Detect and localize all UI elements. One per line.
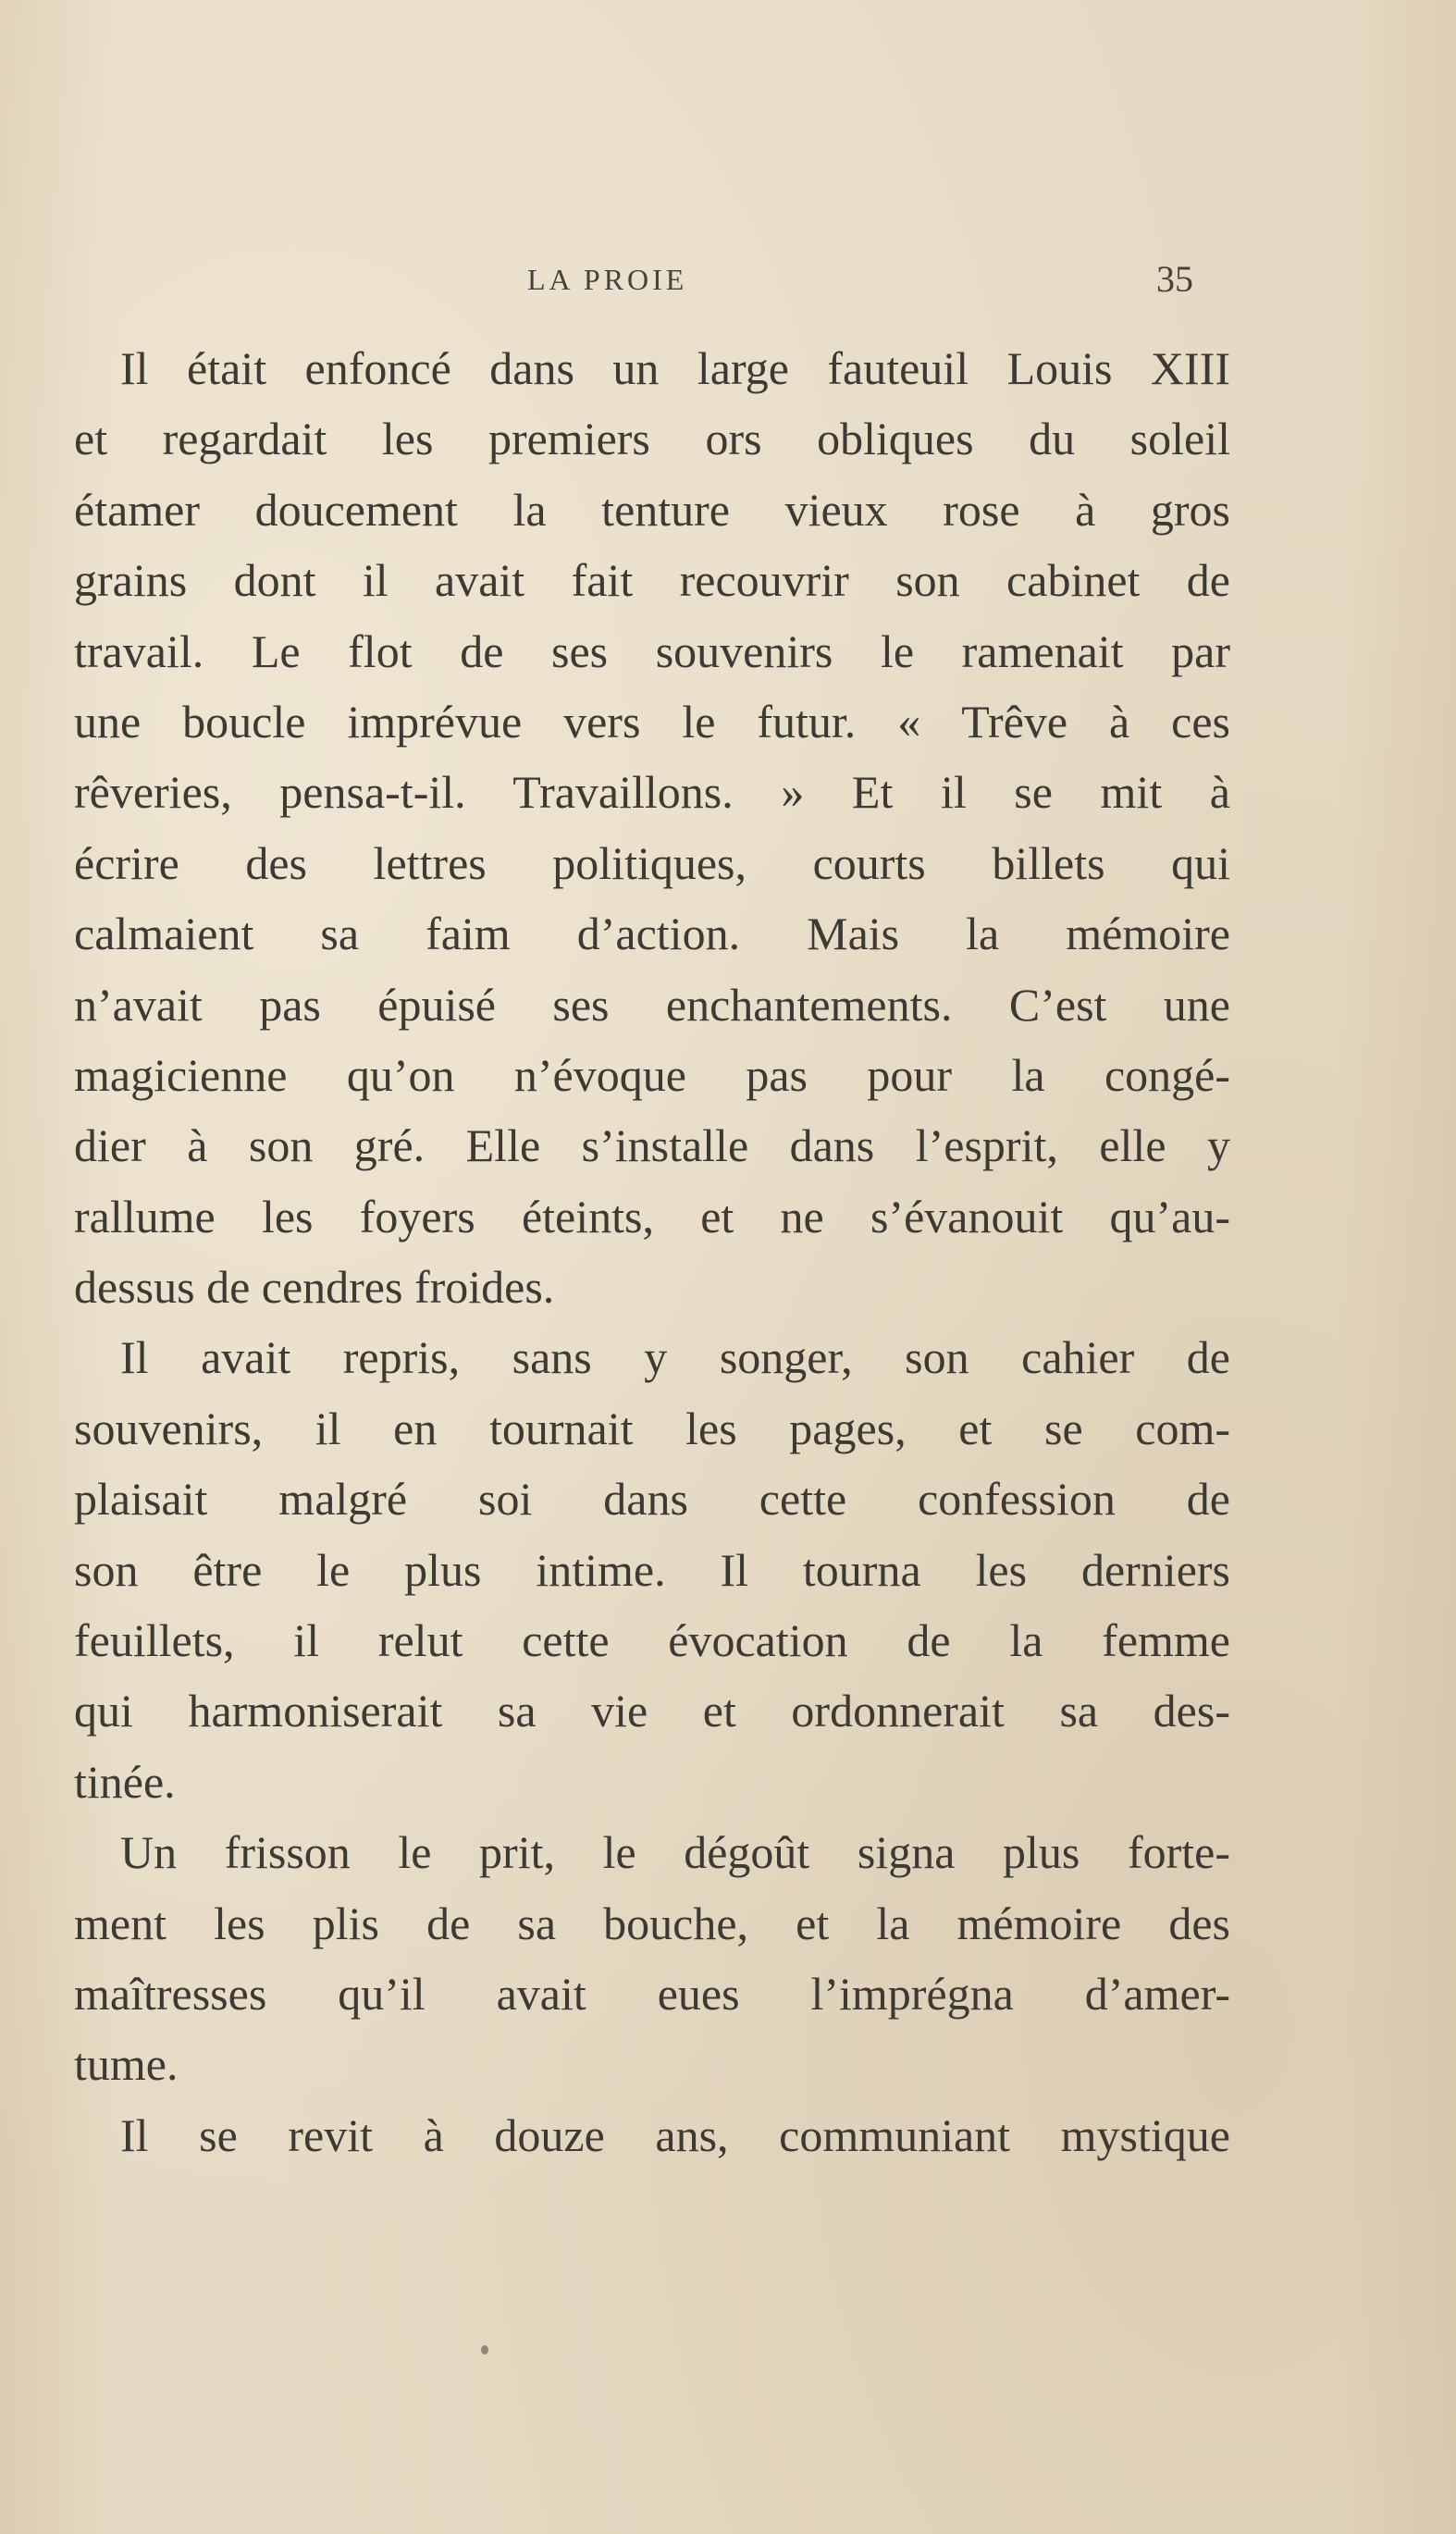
text-line: travail. Le flot de ses souvenirs le ramenait par	[74, 624, 1230, 677]
text-line: n’avait pas épuisé ses enchantements. C’est une	[74, 978, 1230, 1031]
text-line: Un frisson le prit, le dégoût signa plus forte-	[120, 1826, 1230, 1879]
text-line: magicienne qu’on n’évoque pas pour la congé-	[74, 1048, 1230, 1101]
text-line: étamer doucement la tenture vieux rose à gros	[74, 483, 1230, 536]
text-line: dier à son gré. Elle s’installe dans l’esprit, elle y	[74, 1119, 1230, 1172]
text-line: rallume les foyers éteints, et ne s’évanouit qu’au-	[74, 1190, 1230, 1242]
text-line: Il était enfoncé dans un large fauteuil Louis XIII	[120, 342, 1230, 394]
text-line: calmaient sa faim d’action. Mais la mémoire	[74, 908, 1230, 960]
text-line: ment les plis de sa bouche, et la mémoire des	[74, 1897, 1230, 1949]
text-line: grains dont il avait fait recouvrir son cabinet de	[74, 554, 1230, 607]
text-line: Il se revit à douze ans, communiant mystique	[120, 2108, 1230, 2161]
text-line: feuillets, il relut cette évocation de la femme	[74, 1614, 1230, 1667]
text-line: rêveries, pensa-t-il. Travaillons. » Et il se mit à	[74, 766, 1230, 819]
text-line: et regardait les premiers ors obliques du soleil	[74, 413, 1230, 465]
text-line: plaisait malgré soi dans cette confession de	[74, 1473, 1230, 1526]
text-line: qui harmoniserait sa vie et ordonnerait sa des-	[74, 1685, 1230, 1737]
body-text	[74, 333, 1230, 2170]
text-line: tume.	[74, 2038, 179, 2091]
text-line: maîtresses qu’il avait eues l’imprégna d’amer-	[74, 1967, 1230, 2020]
text-line: souvenirs, il en tournait les pages, et se com-	[74, 1402, 1230, 1454]
text-line: Il avait repris, sans y songer, son cahier de	[120, 1331, 1230, 1384]
text-line: tinée.	[74, 1755, 176, 1808]
text-line: dessus de cendres froides.	[74, 1261, 555, 1314]
running-title: LA PROIE	[527, 263, 688, 296]
page-number: 35	[1156, 258, 1193, 300]
text-line: son être le plus intime. Il tourna les derniers	[74, 1543, 1230, 1596]
text-line: une boucle imprévue vers le futur. « Trêve à ces	[74, 695, 1230, 748]
text-line: écrire des lettres politiques, courts billets qui	[74, 836, 1230, 889]
paper-spot	[481, 2345, 488, 2355]
running-head	[0, 257, 1456, 303]
